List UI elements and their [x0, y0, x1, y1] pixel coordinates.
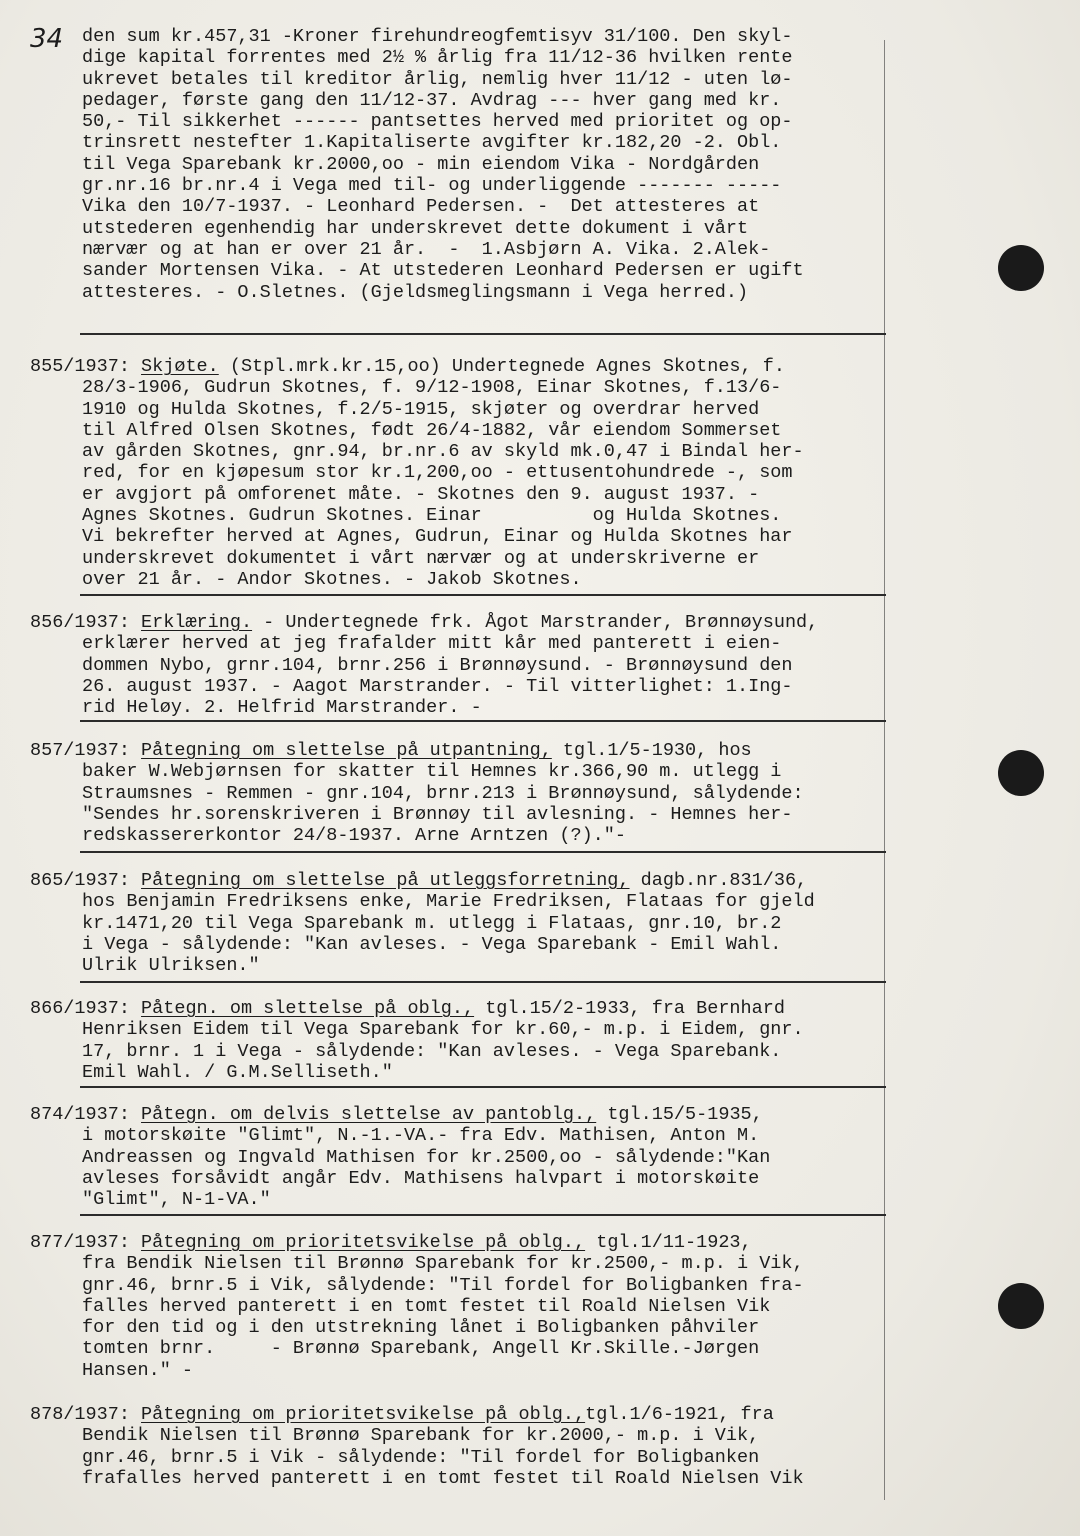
entry-number: 874/1937:: [30, 1104, 142, 1125]
entry-text: tgl.15/5-1935,: [596, 1104, 763, 1125]
entry-first-line: [0, 1104, 1080, 1125]
entry-line: hos Benjamin Fredriksens enke, Marie Fredriksen, Flataas for gjeld: [82, 891, 815, 913]
entry-divider: [80, 1086, 886, 1088]
entry-number: 866/1937:: [30, 998, 142, 1019]
entry-line: kr.1471,20 til Vega Sparebank m. utlegg i Flataas, gnr.10, br.2: [82, 912, 782, 934]
entry-text: tgl.1/6-1921, fra: [585, 1404, 774, 1425]
entry-divider: [80, 333, 886, 335]
entry-line: dommen Nybo, grnr.104, brnr.256 i Brønnøysund. - Brønnøysund den: [82, 654, 793, 676]
entry-line: av gården Skotnes, gnr.94, br.nr.6 av skyld mk.0,47 i Bindal her-: [82, 441, 804, 463]
entry-line: falles herved panterett i en tomt festet til Roald Nielsen Vik: [82, 1295, 771, 1317]
entry-line: over 21 år. - Andor Skotnes. - Jakob Skotnes.: [82, 568, 582, 590]
entry-line: i motorskøite "Glimt", N.-1.-VA.- fra Edv. Mathisen, Anton M.: [82, 1125, 760, 1147]
entry-line: gnr.46, brnr.5 i Vik - sålydende: "Til fordel for Boligbanken: [82, 1446, 760, 1468]
ledger-entry: [0, 1404, 1080, 1489]
entry-line: til Vega Sparebank kr.2000,oo - min eiendom Vika - Nordgården: [82, 153, 760, 175]
entry-line: i Vega - sålydende: "Kan avleses. - Vega Sparebank - Emil Wahl.: [82, 933, 782, 955]
entry-line: for den tid og i den utstrekning lånet i Boligbanken påhviler: [82, 1317, 760, 1339]
entry-heading: Påtegn. om delvis slettelse av pantoblg.,: [141, 1104, 597, 1125]
entry-number: 865/1937:: [30, 870, 142, 891]
entry-line: pedager, første gang den 11/12-37. Avdrag --- hver gang med kr.: [82, 89, 782, 111]
entry-text: tgl.1/11-1923,: [585, 1232, 752, 1253]
entry-line: Emil Wahl. / G.M.Selliseth.": [82, 1061, 393, 1083]
entry-line: ukrevet betales til kreditor årlig, nemlig hver 11/12 - uten lø-: [82, 68, 793, 90]
ledger-entry: [0, 998, 1080, 1083]
entry-line: trinsrett nestefter 1.Kapitaliserte avgifter kr.182,20 -2. Obl.: [82, 132, 782, 154]
entry-line: attesteres. - O.Sletnes. (Gjeldsmeglingsmann i Vega herred.): [82, 281, 749, 303]
entry-first-line: [0, 612, 1080, 633]
entry-line: redskassererkontor 24/8-1937. Arne Arntzen (?)."-: [82, 825, 626, 847]
entry-heading: Påtegning om prioritetsvikelse på oblg.,: [141, 1404, 586, 1425]
entry-first-line: [0, 998, 1080, 1019]
entry-line: avleses forsåvidt angår Edv. Mathisens halvpart i motorskøite: [82, 1167, 760, 1189]
entry-line: rid Heløy. 2. Helfrid Marstrander. -: [82, 697, 482, 719]
entry-line: Agnes Skotnes. Gudrun Skotnes. Einar og Hulda Skotnes.: [82, 505, 782, 527]
entry-line: 1910 og Hulda Skotnes, f.2/5-1915, skjøter og overdrar herved: [82, 398, 760, 420]
entry-line: "Sendes hr.sorenskriveren i Brønnøy til avlesning. - Hemnes her-: [82, 803, 793, 825]
entry-line: 17, brnr. 1 i Vega - sålydende: "Kan avleses. - Vega Sparebank.: [82, 1040, 782, 1062]
entry-divider: [80, 720, 886, 722]
ledger-entry: [0, 1104, 1080, 1210]
entry-number: 855/1937:: [30, 356, 142, 377]
entry-text: (Stpl.mrk.kr.15,oo) Undertegnede Agnes Skotnes, f.: [218, 356, 785, 377]
entry-line: Henriksen Eidem til Vega Sparebank for kr.60,- m.p. i Eidem, gnr.: [82, 1019, 804, 1041]
entry-first-line: [0, 1404, 1080, 1425]
entry-text: tgl.1/5-1930, hos: [551, 740, 752, 761]
entry-line: underskrevet dokumentet i vårt nærvær og at underskriverne er: [82, 547, 760, 569]
entry-line: utstederen egenhendig har underskrevet dette dokument i vårt: [82, 217, 749, 239]
entry-line: Bendik Nielsen til Brønnø Sparebank for kr.2000,- m.p. i Vik,: [82, 1425, 760, 1447]
entry-heading: Skjøte.: [141, 356, 219, 377]
entry-number: 877/1937:: [30, 1232, 142, 1253]
entry-heading: Påtegning om slettelse på utpantning,: [141, 740, 552, 761]
entry-line: tomten brnr. - Brønnø Sparebank, Angell Kr.Skille.-Jørgen: [82, 1338, 760, 1360]
entry-line: nærvær og at han er over 21 år. - 1.Asbjørn A. Vika. 2.Alek-: [82, 238, 771, 260]
entry-line: den sum kr.457,31 -Kroner firehundreogfemtisyv 31/100. Den skyl-: [82, 26, 793, 47]
entry-heading: Påtegning om slettelse på utleggsforretning,: [141, 870, 630, 891]
entry-line: 26. august 1937. - Aagot Marstrander. - Til vitterlighet: 1.Ing-: [82, 675, 793, 697]
entry-divider: [80, 981, 886, 983]
entry-line: til Alfred Olsen Skotnes, født 26/4-1882, vår eiendom Sommerset: [82, 419, 782, 441]
entry-text: tgl.15/2-1933, fra Bernhard: [474, 998, 785, 1019]
entry-line: fra Bendik Nielsen til Brønnø Sparebank for kr.2500,- m.p. i Vik,: [82, 1253, 804, 1275]
ledger-entry: [0, 870, 1080, 976]
entry-line: erklærer herved at jeg frafalder mitt kår med panterett i eien-: [82, 633, 782, 655]
ledger-entry: [0, 612, 1080, 718]
entry-line: dige kapital forrentes med 2½ % årlig fra 11/12-36 hvilken rente: [82, 47, 793, 69]
entry-line: "Glimt", N-1-VA.": [82, 1189, 271, 1211]
entry-heading: Påtegning om prioritetsvikelse på oblg.,: [141, 1232, 586, 1253]
entry-heading: Erklæring.: [141, 612, 253, 633]
entry-line: baker W.Webjørnsen for skatter til Hemnes kr.366,90 m. utlegg i: [82, 761, 782, 783]
entry-line: er avgjort på omforenet måte. - Skotnes den 9. august 1937. -: [82, 483, 760, 505]
entry-number: 856/1937:: [30, 612, 142, 633]
entry-text: dagb.nr.831/36,: [629, 870, 808, 891]
entry-line: gnr.46, brnr.5 i Vik, sålydende: "Til fordel for Boligbanken fra-: [82, 1274, 804, 1296]
entry-first-line: [0, 1232, 1080, 1253]
entry-line: red, for en kjøpesum stor kr.1,200,oo - ettusentohundrede -, som: [82, 462, 793, 484]
ledger-entry: [0, 356, 1080, 590]
entry-line: sander Mortensen Vika. - At utstederen Leonhard Pedersen er ugift: [82, 260, 804, 282]
entry-number: 878/1937:: [30, 1404, 142, 1425]
entry-line: Vika den 10/7-1937. - Leonhard Pedersen. - Det attesteres at: [82, 196, 760, 218]
entry-line: gr.nr.16 br.nr.4 i Vega med til- og underliggende ------- -----: [82, 175, 782, 197]
entry-text: - Undertegnede frk. Ågot Marstrander, Brønnøysund,: [252, 612, 819, 633]
ledger-entry: [0, 740, 1080, 846]
entry-line: Hansen." -: [82, 1359, 194, 1381]
entry-heading: Påtegn. om slettelse på oblg.,: [141, 998, 475, 1019]
ledger-entry: [0, 26, 1080, 303]
entry-divider: [80, 851, 886, 853]
ledger-entry: [0, 1232, 1080, 1381]
entry-line: Straumsnes - Remmen - gnr.104, brnr.213 i Brønnøysund, sålydende:: [82, 782, 804, 804]
entry-divider: [80, 1214, 886, 1216]
entry-first-line: [0, 870, 1080, 891]
entry-line: Ulrik Ulriksen.": [82, 955, 260, 977]
entry-line: Vi bekrefter herved at Agnes, Gudrun, Einar og Hulda Skotnes har: [82, 526, 793, 548]
page-number: 34: [30, 24, 64, 54]
entry-first-line: [0, 740, 1080, 761]
entry-first-line: [0, 356, 1080, 377]
entry-divider: [80, 594, 886, 596]
entry-number: 857/1937:: [30, 740, 142, 761]
entry-line: frafalles herved panterett i en tomt festet til Roald Nielsen Vik: [82, 1467, 804, 1489]
entry-line: 28/3-1906, Gudrun Skotnes, f. 9/12-1908, Einar Skotnes, f.13/6-: [82, 377, 782, 399]
entry-line: 50,- Til sikkerhet ------ pantsettes herved med prioritet og op-: [82, 111, 793, 133]
entry-line: Andreassen og Ingvald Mathisen for kr.2500,oo - sålydende:"Kan: [82, 1146, 771, 1168]
